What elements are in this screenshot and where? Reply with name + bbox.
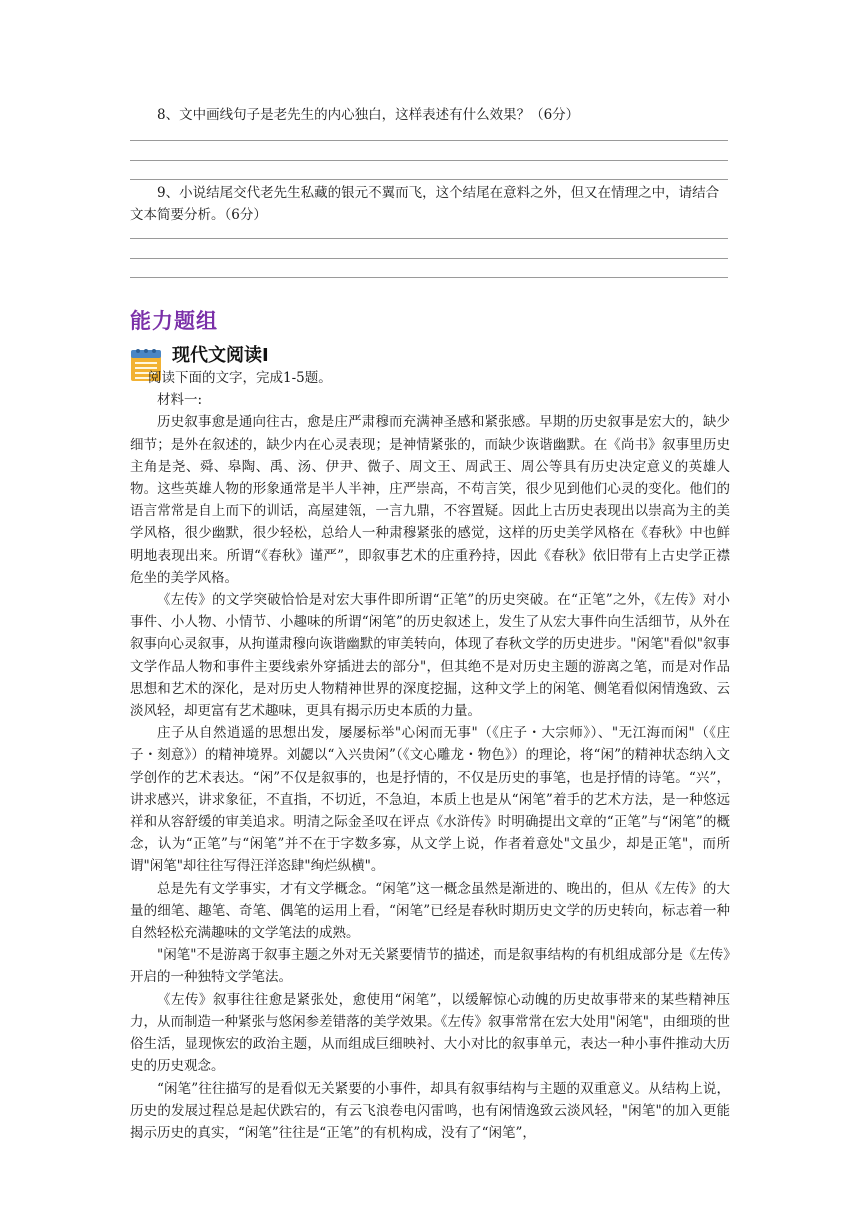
answer-line [130, 140, 728, 141]
answer-line [130, 277, 728, 278]
reading-passage [130, 367, 730, 1144]
paragraph: "闲笔"不是游离于叙事主题之外对无关紧要情节的描述，而是叙事结构的有机组成部分是《左传》开启的一种独特文学笔法。 [130, 947, 730, 986]
answer-line [130, 258, 728, 259]
paragraph: 历史叙事愈是通向往古，愈是庄严肃穆而充满神圣感和紧张感。早期的历史叙事是宏大的，缺少细节；是外在叙述的，缺少内在心灵表现；是神情紧张的，而缺少诙谐幽默。在《尚书》叙事里历史主角是尧、舜、皋陶、禹、汤、伊尹、微子、周文王、周武王、周公等具有历史决定意义的英雄人物。这些英雄人物的形象通常是半人半神，庄严崇高，不苟言笑，很少见到他们心灵的变化。他们的语言常常是自上而下的训话，高屋建瓴，一言九鼎，不容置疑。因此上古历史表现出以崇高为主的美学风格，很少幽默，很少轻松，总给人一种肃穆紧张的感觉，这样的历史美学风格在《春秋》中也鲜明地表现出来。所谓“《春秋》谨严”，即叙事艺术的庄重矜持，因此《春秋》依旧带有上古史学正襟危坐的美学风格。 [130, 414, 730, 586]
paragraph: 《左传》的文学突破恰恰是对宏大事件即所谓“正笔”的历史突破。在“正笔”之外，《左传》对小事件、小人物、小情节、小趣味的所谓“闲笔”的历史叙述上，发生了从宏大事件向生活细节，从外在叙事向心灵叙事，从拘谨肃穆向诙谐幽默的审美转向，体现了春秋文学的历史进步。"闲笔"看似"叙事文学作品人物和事件主要线索外穿插进去的部分"，但其绝不是对历史主题的游离之笔，而是对作品思想和艺术的深化，是对历史人物精神世界的深度挖掘，这种文学上的闲笔、侧笔看似闲情逸致、云淡风轻，却更富有艺术趣味，更具有揭示历史本质的力量。 [130, 592, 730, 720]
paragraph: 《左传》叙事往往愈是紧张处，愈使用“闲笔”，以缓解惊心动魄的历史故事带来的某些精神压力，从而制造一种紧张与悠闲参差错落的美学效果。《左传》叙事常常在宏大处用"闲笔"，由细琐的世俗生活，显现恢宏的政治主题，从而组成巨细映衬、大小对比的叙事单元，表达一种小事件推动大历史的历史观念。 [130, 991, 730, 1075]
section-title: 能力题组 [130, 309, 218, 333]
answer-line [130, 179, 728, 180]
paragraph: “闲笔”往往描写的是看似无关紧要的小事件，却具有叙事结构与主题的双重意义。从结构上说，历史的发展过程总是起伏跌宕的，有云飞浪卷电闪雷鸣，也有闲情逸致云淡风轻，"闲笔"的加入更能揭示历史的真实，“闲笔”往往是“正笔”的有机构成，没有了“闲笔”， [130, 1080, 730, 1141]
question-8: 8、文中画线句子是老先生的内心独白，这样表述有什么效果？（6分） [157, 107, 580, 123]
question-9: 9、小说结尾交代老先生私藏的银元不翼而飞，这个结尾在意料之外，但又在情理之中，请结合文本简要分析。（6分） [130, 185, 720, 223]
answer-line [130, 238, 728, 239]
paragraph: 总是先有文学事实，才有文学概念。“闲笔”这一概念虽然是渐进的、晚出的，但从《左传》的大量的细笔、趣笔、奇笔、偶笔的运用上看，“闲笔”已经是春秋时期历史文学的历史转向，标志着一种自然轻松充满趣味的文学笔法的成熟。 [130, 880, 730, 942]
subsection-title: 现代文阅读Ⅰ [172, 345, 269, 366]
answer-line [130, 160, 728, 161]
instruction: 阅读下面的文字，完成1-5题。 [148, 370, 332, 386]
material-label: 材料一: [157, 392, 203, 409]
paragraph: 庄子从自然逍遥的思想出发，屡屡标举"心闲而无事"（《庄子・大宗师》）、"无江海而闲"（《庄子・刻意》）的精神境界。刘勰以“入兴贵闲”（《文心雕龙・物色》）的理论，将“闲”的精神状态纳入文学创作的艺术表达。“闲”不仅是叙事的，也是抒情的，不仅是历史的事笔，也是抒情的诗笔。“兴”，讲求感兴，讲求象征，不直指，不切近，不急迫，本质上也是从“闲笔”着手的艺术方法，是一种悠远祥和从容舒缓的审美追求。明清之际金圣叹在评点《水浒传》时明确提出文章的“正笔”与“闲笔”的概念，认为“正笔”与“闲笔”并不在于字数多寡，从文学上说，作者着意处"文虽少，却是正笔"，而所谓"闲笔"却往往写得汪洋恣肆"绚烂纵横"。 [130, 725, 730, 875]
